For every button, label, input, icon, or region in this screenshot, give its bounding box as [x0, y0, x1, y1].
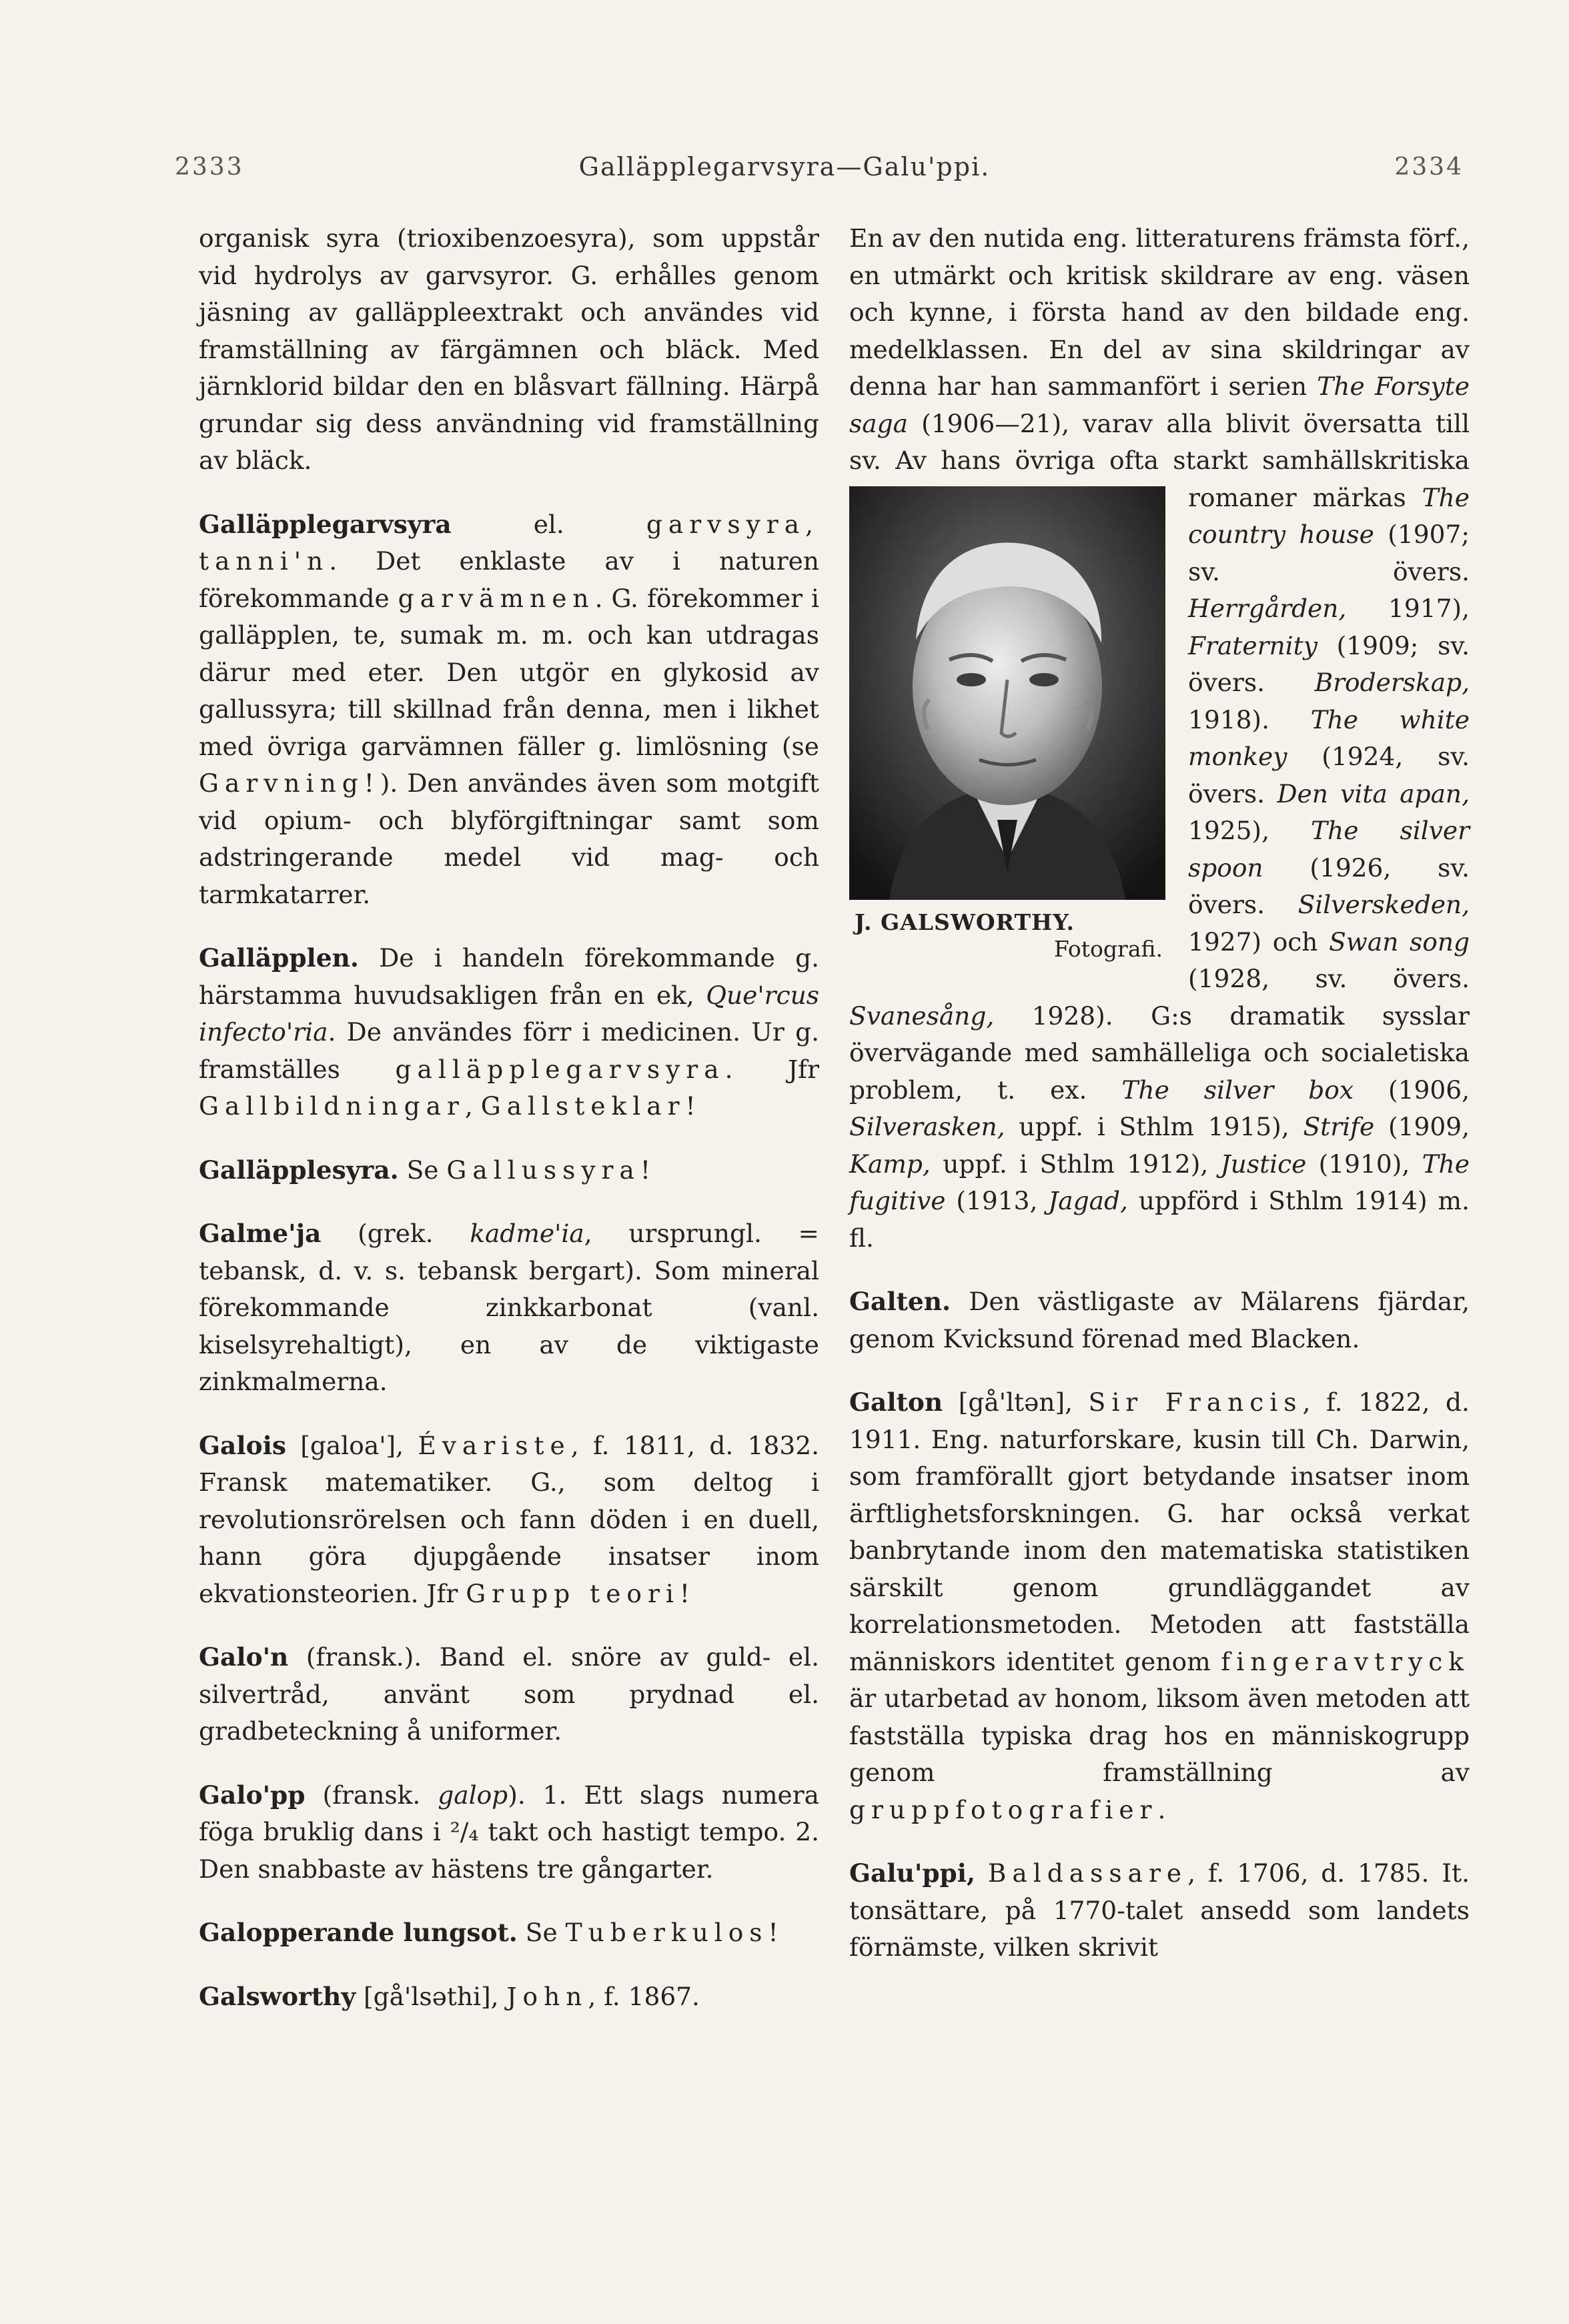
entry-gallapplesyra: Galläpplesyra. Se Gallussyra!: [199, 1155, 656, 1185]
entry-galmeja: Galme'ja (grek. kadme'ia, ursprungl. = tebansk, d. v. s. tebansk bergart). Som mineral förekommande zinkkarbonat (vanl. kiselsyrehaltigt), en av de viktigaste zinkmalmerna.: [199, 1219, 819, 1396]
entry-gallapplegarvsyra: Galläpplegarvsyra el. garvsyra, tanni'n. Det enklaste av i naturen förekommande garvämnen. G. förekommer i galläpplen, te, sumak m. m. och kan utdragas därur med eter. Den utgör en glykosid av gallussyra; till skillnad från denna, men i likhet med övriga garvämnen fäller g. limlösning (se Garvning!). Den användes även som motgift vid opium- och blyförgiftningar samt som adstringerande medel vid mag- och tarmkatarrer.: [199, 509, 820, 909]
entry-galuppi: Galu'ppi, Baldassare, f. 1706, d. 1785. It. tonsättare, på 1770-talet ansedd som landets förnämste, vilken skrivit: [849, 1858, 1470, 1962]
cross-reference: Tuberkulos!: [565, 1918, 784, 1947]
headword: Galläpplen.: [199, 943, 359, 973]
right-column: [849, 220, 1470, 1993]
entry-galton: Galton [gå'ltən], Sir Francis, f. 1822, d. 1911. Eng. naturforskare, kusin till Ch. Darwin, som framförallt gjort betydande insatser inom ärftlighetsforskningen. G. har också verkat banbrytande inom den matematiska statistiken särskilt genom grundläggandet av korrelationsmetoden. Metoden att fastställa människors identitet genom fingeravtryck är utarbetad av honom, liksom även metoden att fastställa typiska drag hos en människogrupp genom framställning av gruppfotografier.: [849, 1387, 1470, 1824]
headword: Galläpplesyra.: [199, 1155, 399, 1185]
entry-galsworthy: Galsworthy [gå'lsəthi], John, f. 1867.: [199, 1981, 700, 2011]
entry-galon: Galo'n (fransk.). Band el. snöre av guld- el. silvertråd, använt som prydnad el. gradbeteckning å uniformer.: [199, 1642, 819, 1746]
page-number-left: 2333: [175, 153, 244, 181]
page-header: [0, 145, 1569, 192]
cross-reference: Gallsteklar!: [480, 1091, 702, 1121]
cross-reference: Grupp teori!: [466, 1578, 696, 1608]
headword: Galsworthy: [199, 1981, 356, 2011]
portrait-figure: [849, 486, 1165, 965]
entry-galten: Galten. Den västligaste av Mälarens fjärdar, genom Kvicksund förenad med Blacken.: [849, 1287, 1470, 1353]
entry-galopp: Galo'pp (fransk. galop). 1. Ett slags numera föga bruklig dans i ²/₄ takt och hastigt tempo. 2. Den snabbaste av hästens tre gångarter.: [199, 1780, 819, 1884]
headword: Galme'ja: [199, 1219, 322, 1248]
headword: Galopperande lungsot.: [199, 1918, 518, 1947]
entry-galopperande-lungsot: Galopperande lungsot. Se Tuberkulos!: [199, 1918, 784, 1947]
caption-credit: Fotografi.: [1053, 935, 1163, 962]
running-title: Galläpplegarvsyra—Galu'ppi.: [578, 152, 991, 181]
headword: Galläpplegarvsyra: [199, 509, 452, 539]
entry-galsworthy-continued: En av den nutida eng. litteraturens främsta förf., en utmärkt och kritisk skildrare av eng. väsen och kynne, i första hand av den bildade eng. medelklassen. En del av sina skildringar av denna har han sammanfört i serien The Forsyte saga (1906—21), varav alla blivit översatta till sv. Av hans övriga ofta starkt samhällskritiska romaner märkas J. GALSWORTHY. Fotografi. The country house (1907; sv. övers. Herrgården, 1917), Fraternity (1909; sv. övers. Broderskap, 1918). The white monkey (1924, sv. övers. Den vita apan, 1925), The silver spoon (1926, sv. övers. Silverskeden, 1927) och Swan song (1928, sv. övers. Svanesång, 1928). G:s dramatik sysslar övervägande med samhälleliga och socialetiska problem, t. ex. The silver box (1906, Silverasken, uppf. i Sthlm 1915), Strife (1909, Kamp, uppf. i Sthlm 1912), Justice (1910), The fugitive (1913, Jagad, uppförd i Sthlm 1914) m. fl.: [849, 223, 1470, 1253]
galsworthy-portrait-photo: [849, 486, 1165, 900]
headword: Galois: [199, 1430, 286, 1460]
headword: Galo'pp: [199, 1780, 306, 1810]
cross-reference: Gallussyra!: [446, 1155, 656, 1185]
portrait-caption: [849, 909, 1165, 965]
left-column: [199, 220, 819, 2042]
cross-reference: Gallbildningar: [199, 1091, 465, 1121]
page-number-right: 2334: [1394, 153, 1464, 181]
headword: Galton: [849, 1387, 943, 1417]
headword: Galu'ppi,: [849, 1858, 976, 1888]
caption-name: J. GALSWORTHY.: [855, 909, 1075, 935]
entry-galloyssyra-continued: organisk syra (trioxibenzoesyra), som uppstår vid hydrolys av garvsyror. G. erhålles genom jäsning av galläppleextrakt och användes vid framställning av färgämnen och bläck. Med järnklorid bildar den en blåsvart fällning. Härpå grundar sig dess användning vid framställning av bläck.: [199, 223, 819, 475]
cross-reference: Garvning!: [199, 768, 380, 798]
headword: Galo'n: [199, 1642, 289, 1672]
entry-gallapplen: Galläpplen. De i handeln förekommande g. härstamma huvudsakligen från en ek, Que'rcus infecto'ria. De användes förr i medicinen. Ur g. framställes galläpplegarvsyra. Jfr Gallbildningar, Gallsteklar!: [199, 943, 819, 1121]
entry-galois: Galois [galoa'], Évariste, f. 1811, d. 1832. Fransk matematiker. G., som deltog i revolutionsrörelsen och fann döden i en duell, hann göra djupgående insatser inom ekvationsteorien. Jfr Grupp teori!: [199, 1430, 820, 1608]
headword: Galten.: [849, 1287, 951, 1316]
